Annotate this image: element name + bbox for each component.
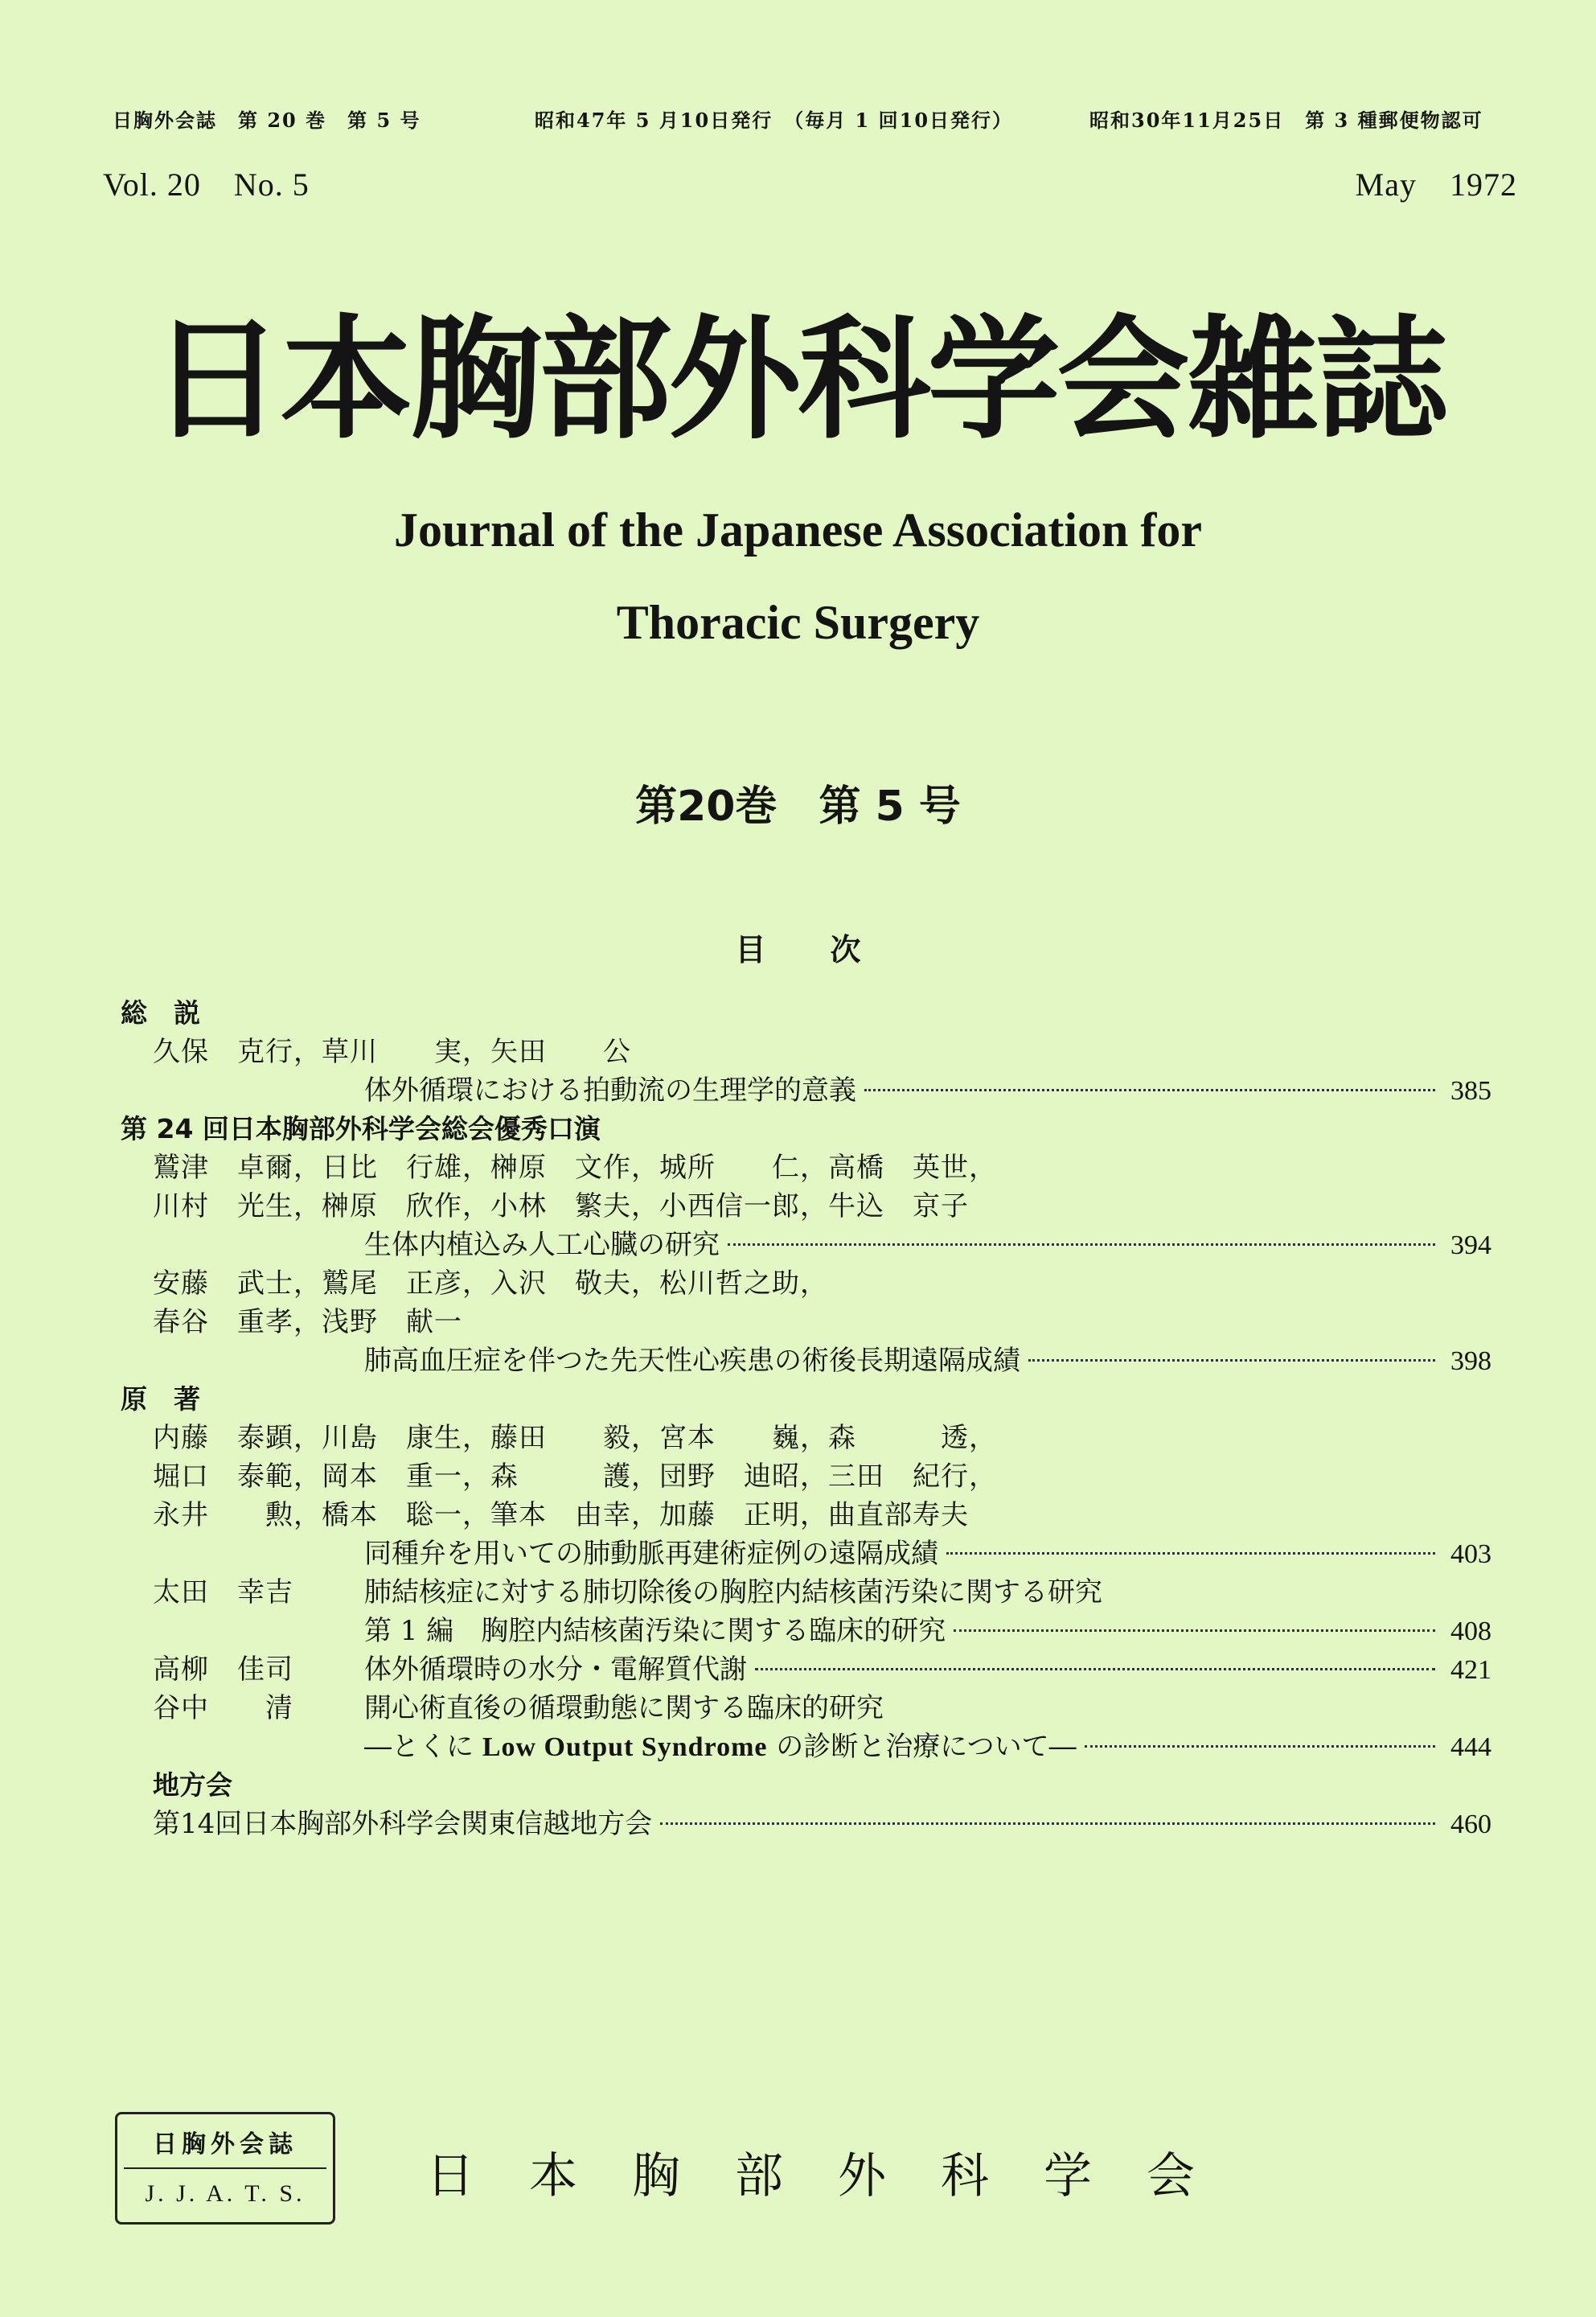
leader-dots — [946, 1552, 1435, 1555]
article-subtitle-entry[interactable] — [121, 1731, 1491, 1769]
page-number: 408 — [1450, 1617, 1491, 1646]
article-author: 谷中 清 — [153, 1692, 293, 1724]
journal-abbreviation-box — [115, 2112, 335, 2225]
section-original-articles: 原 著 — [121, 1383, 200, 1415]
leader-dots — [864, 1089, 1435, 1091]
article-title: 生体内植込み人工心臓の研究 — [364, 1229, 720, 1261]
section-award-lectures: 第 24 回日本胸部外科学会総会優秀口演 — [121, 1113, 601, 1144]
page-number: 444 — [1450, 1732, 1491, 1762]
leader-dots — [660, 1822, 1435, 1825]
table-of-contents — [121, 997, 1491, 1847]
society-name: 日本胸部外科学会 — [426, 2148, 1249, 2204]
author-line: 鷲津 卓爾，日比 行雄，榊原 文作，城所 仁，高橋 英世， — [153, 1152, 997, 1184]
leader-dots — [728, 1243, 1435, 1246]
article-entry[interactable] — [121, 1229, 1491, 1267]
author-line: 内藤 泰顕，川島 康生，藤田 毅，宮本 巍，森 透， — [153, 1422, 997, 1454]
volume-number: Vol. 20 No. 5 — [103, 166, 310, 203]
article-title: 肺結核症に対する肺切除後の胸腔内結核菌汚染に関する研究 — [364, 1576, 1102, 1608]
article-entry[interactable] — [121, 1074, 1491, 1113]
article-title: 第14回日本胸部外科学会関東信越地方会 — [153, 1808, 653, 1840]
article-title: 体外循環時の水分・電解質代謝 — [364, 1654, 747, 1686]
article-title: 開心術直後の循環動態に関する臨床的研究 — [364, 1692, 884, 1724]
leader-dots — [755, 1668, 1435, 1670]
article-entry[interactable] — [121, 1654, 1491, 1692]
subtitle-prefix: ―とくに — [364, 1731, 474, 1763]
article-subtitle — [364, 1731, 1077, 1764]
article-entry[interactable] — [121, 1808, 1491, 1847]
article-subtitle: 第 1 編 胸腔内結核菌汚染に関する臨床的研究 — [364, 1615, 946, 1647]
article-subtitle-entry[interactable] — [121, 1615, 1491, 1654]
journal-title-english-line1: Journal of the Japanese Association for — [394, 503, 1202, 557]
section-regional-meeting: 地方会 — [153, 1769, 232, 1801]
leader-dots — [1085, 1745, 1435, 1748]
author-line: 堀口 泰範，岡本 重一，森 護，団野 迪昭，三田 紀行， — [153, 1460, 997, 1493]
page-number: 398 — [1450, 1346, 1491, 1376]
article-title: 同種弁を用いての肺動脈再建術症例の遠隔成績 — [364, 1538, 938, 1570]
postal-permit-note: 昭和30年11月25日 第 3 種郵便物認可 — [1089, 109, 1483, 132]
issue-date: May 1972 — [1355, 166, 1517, 203]
article-author: 高柳 佳司 — [153, 1654, 293, 1686]
leader-dots — [954, 1629, 1435, 1632]
article-entry[interactable] — [121, 1538, 1491, 1576]
page-number: 403 — [1450, 1539, 1491, 1569]
abbreviation-japanese: 日胸外会誌 — [153, 2130, 297, 2159]
author-line: 春谷 重孝，浅野 献一 — [153, 1306, 462, 1338]
leader-dots — [1028, 1359, 1435, 1362]
section-review: 総 説 — [121, 997, 200, 1029]
page-number: 394 — [1450, 1230, 1491, 1260]
journal-title-english-line2: Thoracic Surgery — [616, 596, 980, 649]
journal-title-japanese: 日本胸部外科学会雑誌 — [150, 302, 1446, 457]
article-entry[interactable] — [121, 1345, 1491, 1383]
table-of-contents-heading: 目次 — [735, 931, 925, 967]
page-number: 421 — [1450, 1655, 1491, 1685]
page-number: 385 — [1450, 1076, 1491, 1106]
article-title: 肺高血圧症を伴つた先天性心疾患の術後長期遠隔成績 — [364, 1345, 1020, 1377]
author-line: 川村 光生，榊原 欣作，小林 繁夫，小西信一郎，牛込 京子 — [153, 1190, 969, 1222]
article-entry[interactable] — [121, 1692, 1491, 1731]
author-line: 永井 勲，橋本 聡一，筆本 由幸，加藤 正明，曲直部寿夫 — [153, 1499, 969, 1531]
article-entry[interactable] — [121, 1576, 1491, 1615]
article-author: 太田 幸吉 — [153, 1576, 293, 1608]
issue-heading: 第20巻 第 5 号 — [635, 783, 961, 831]
article-title: 体外循環における拍動流の生理学的意義 — [364, 1074, 856, 1107]
author-line: 久保 克行，草川 実，矢田 公 — [153, 1036, 631, 1068]
author-line: 安藤 武士，鷲尾 正彦，入沢 敬夫，松川哲之助， — [153, 1267, 828, 1300]
page-number: 460 — [1450, 1810, 1491, 1839]
subtitle-english-term: Low Output Syndrome — [482, 1732, 768, 1762]
box-divider — [124, 2167, 326, 2169]
abbreviation-english: J. J. A. T. S. — [145, 2180, 306, 2207]
journal-abbreviation-volume-issue: 日胸外会誌 第 20 巻 第 5 号 — [113, 109, 421, 132]
publication-date-note: 昭和47年 5 月10日発行 （毎月 1 回10日発行） — [535, 109, 1014, 132]
subtitle-suffix: の診断と治療について― — [776, 1731, 1077, 1763]
